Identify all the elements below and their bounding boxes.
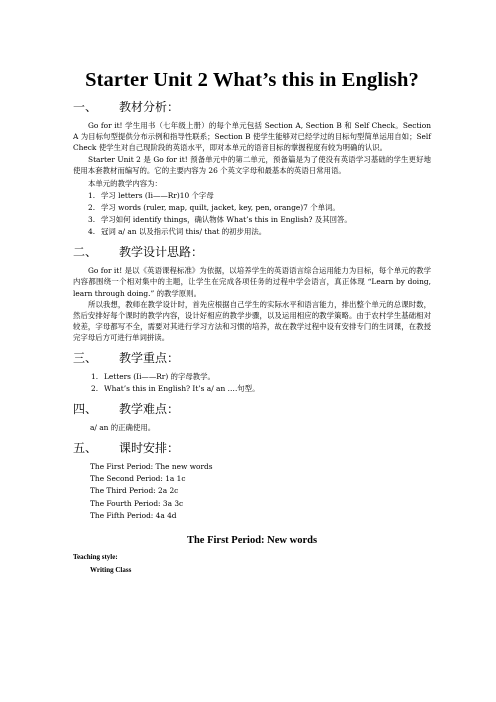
list-item: The Third Period: 2a 2c	[90, 486, 179, 496]
list-item-text: Letters (Ii——Rr) 的字母教学。	[104, 371, 215, 381]
section-2-paragraph-2: 所以我想，教师在教学设计时，首先应根据自己学生的实际水平和语言能力，排出整个单元的总课时数，然后安排好每个课时的教学内容，设计好相应的教学步骤，以及运用相应的教学策略。由于农村学生基础相对较差，字母都写不全，需要对其进行学习方法和习惯的培养，故在教学过程中设有安排专门的生词课，在教授完字母后方可进行单词拼读。	[73, 299, 431, 343]
section-1-number: 一、	[73, 100, 98, 114]
list-item	[88, 190, 431, 202]
section-4-title: 教学难点：	[119, 401, 180, 416]
section-2-number: 二、	[73, 245, 98, 260]
document-title: Starter Unit 2 What’s this in English?	[85, 69, 419, 91]
section-4-heading	[73, 401, 431, 417]
section-2-heading	[73, 244, 431, 260]
section-4-number: 四、	[73, 401, 98, 416]
section-3-number: 三、	[73, 350, 98, 365]
list-item	[88, 214, 431, 226]
list-item-text: 学习 letters (Ii——Rr)10 个字母	[101, 191, 214, 201]
section-5-title: 课时安排：	[119, 440, 180, 455]
section-3-list	[73, 371, 431, 395]
list-item-text: What’s this in English? It’s a/ an ….句型。	[104, 383, 260, 393]
section-3	[73, 350, 431, 395]
list-item-text: 学习如何 identify things，确认物体 What’s this in English? 及其回答。	[101, 215, 352, 225]
section-1-list	[73, 190, 431, 238]
section-3-heading	[73, 350, 431, 366]
section-4-paragraph: a/ an 的正确使用。	[90, 422, 156, 432]
list-item: The Fifth Period: 4a 4d	[90, 511, 177, 521]
section-1-paragraph-2: Starter Unit 2 是 Go for it! 预备单元中的第二单元，预备篇是为了使没有英语学习基础的学生更好地使用本套教材而编写的。它的主要内容为 26 个英文字母和最基本的英语日常用语。	[73, 154, 431, 175]
period-schedule-list	[73, 461, 431, 522]
section-2	[73, 244, 431, 343]
section-1	[73, 99, 431, 238]
teaching-style-label: Teaching style:	[73, 553, 118, 562]
list-item	[91, 383, 431, 395]
section-5-number: 五、	[73, 440, 98, 455]
list-item-number: 2.	[91, 383, 99, 393]
list-item-text: 冠词 a/ an 以及指示代词 this/ that 的初步用法。	[101, 227, 267, 237]
list-item-number: 2.	[88, 203, 96, 213]
list-item	[88, 202, 431, 214]
section-1-title: 教材分析：	[119, 100, 180, 114]
list-item	[91, 371, 431, 383]
list-item: The Second Period: 1a 1c	[90, 474, 186, 484]
section-2-paragraph-1: Go for it! 是以《英语课程标准》为依据，以培养学生的英语语言综合运用能力为目标，每个单元的教学内容都围绕一个相对集中的主题，让学生在完成各项任务的过程中学会语言，真正体现 “Learn by doing, learn through doing.” 的教学原则。	[73, 266, 431, 298]
section-1-heading	[73, 99, 431, 115]
period-title: The First Period: New words	[186, 535, 318, 547]
list-item	[88, 226, 431, 238]
teaching-style-value: Writing Class	[90, 566, 132, 575]
list-item-number: 1.	[91, 371, 99, 381]
section-1-paragraph-1: Go for it! 学生用书（七年级上册）的每个单元包括 Section A, Section B 和 Self Check。Section A 为目标句型提供分布示例和指导性联系；Section B 使学生能够对已经学过的目标句型简单运用自如；Self Check 使学生对自己现阶段的英语水平，即对本单元的语音目标的掌握程度有较为明确的认识。	[73, 121, 431, 153]
list-item-number: 3.	[88, 215, 96, 225]
section-5-heading	[73, 440, 431, 456]
section-1-paragraph-3: 本单元的教学内容为：	[88, 179, 162, 189]
section-2-title: 教学设计思路：	[119, 245, 204, 260]
list-item-number: 1.	[88, 191, 96, 201]
section-3-title: 教学重点：	[119, 350, 180, 365]
list-item-text: 学习 words (ruler, map, quilt, jacket, key, pen, orange)7 个单词。	[101, 203, 340, 213]
section-5	[73, 440, 431, 522]
list-item-number: 4.	[88, 227, 96, 237]
list-item: The First Period: The new words	[90, 461, 213, 471]
list-item: The Fourth Period: 3a 3c	[90, 498, 184, 508]
section-4	[73, 401, 431, 433]
